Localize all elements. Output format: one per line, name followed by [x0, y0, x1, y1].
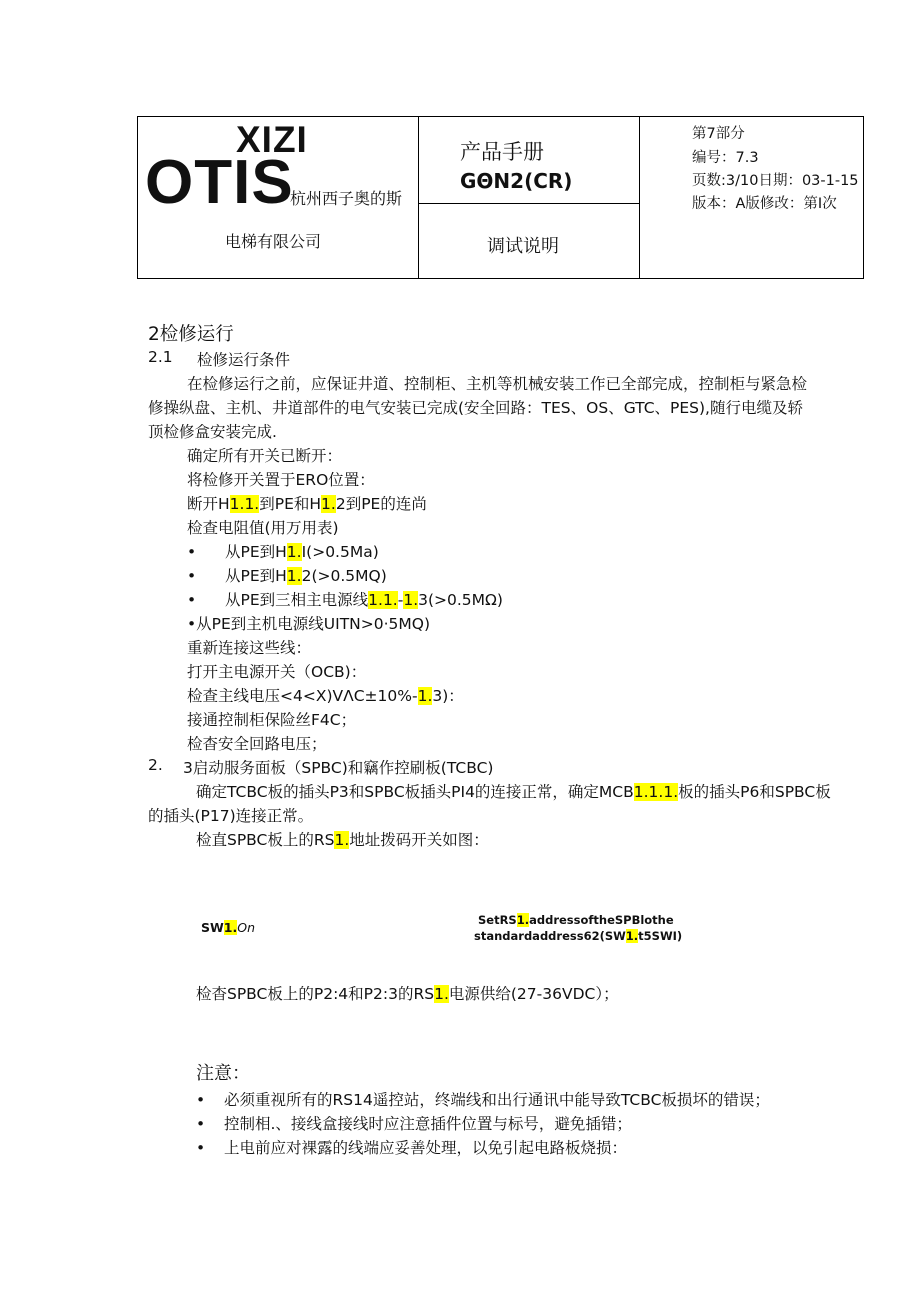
doc-version: 版本：A版修改：第I次 [692, 196, 837, 212]
subsection-number: 2.1 [148, 348, 173, 366]
paragraph-line: 检直SPBC板上的RS1.地址拨码开关如图： [196, 831, 489, 849]
step-line: 断开H1.1.到PE和H1.2到PE的连尚 [187, 495, 427, 513]
paragraph-line: 修操纵盘、主机、井道部件的电气安装已完成(安全回路：TES、OS、GTC、PES),随行电缆及轿 [148, 399, 803, 417]
highlight: 1. [334, 831, 350, 849]
paragraph-line: 的插头(P17)连接正常。 [148, 807, 314, 825]
highlight: 1. [434, 985, 449, 1003]
notes-title: 注意： [196, 1063, 250, 1084]
logo-otis: OTIS [145, 148, 294, 217]
doc-pages-date: 页数:3/10日期：03-1-15 [692, 173, 859, 189]
header-divider [418, 117, 419, 278]
figure-caption-line1: SetRS1.addressoftheSPBlothe [478, 913, 674, 927]
highlight: 1. [286, 543, 302, 561]
highlight: 1.1. [229, 495, 260, 513]
paragraph-line: 顶检修盒安装完成. [148, 423, 277, 441]
step-line: 检查电阻值(用万用表) [187, 519, 339, 537]
bullet-item: •从PE到主机电源线UITN>0·5MQ) [187, 615, 431, 633]
doc-number: 编号：7.3 [692, 150, 759, 166]
company-name-line1: 杭州西子奥的斯 [290, 189, 403, 208]
note-item: • 控制相.、接线盒接线时应注意插件位置与标号，避免插错； [196, 1115, 632, 1133]
bullet-icon: • [187, 567, 197, 585]
highlight: 1. [417, 687, 433, 705]
section-title: 2检修运行 [148, 324, 234, 345]
highlight: 1.1. [368, 591, 398, 609]
note-item: • 上电前应对裸露的线端应妥善处理，以免引起电路板烧损： [196, 1139, 628, 1157]
bullet-item: • 从PE到H1.2(>0.5MQ) [187, 567, 387, 585]
figure-switch-label: SW1.On [201, 920, 256, 935]
highlight: 1. [516, 913, 530, 927]
step-line: 确定所有开关已断开： [187, 447, 343, 465]
doc-title: 调试说明 [487, 236, 559, 257]
logo-xizi: XIZI [236, 119, 308, 160]
paragraph-line: 在检修运行之前，应保证井道、控制柜、主机等机械安装工作已全部完成，控制柜与紧急检 [187, 375, 808, 393]
step-line: 将检修开关置于ERO位置： [187, 471, 375, 489]
bullet-icon: • [196, 1139, 206, 1157]
highlight: 1. [286, 567, 302, 585]
bullet-icon: • [187, 591, 197, 609]
bullet-item: • 从PE到三相主电源线1.1.-1.3(>0.5MΩ) [187, 591, 503, 609]
highlight: 1. [321, 495, 336, 513]
doc-model: GΘN2(CR) [460, 169, 573, 193]
bullet-icon: • [196, 1091, 206, 1109]
highlight: 1.1.1. [633, 783, 679, 801]
note-item: • 必须重视所有的RS14遥控站，终端线和出行通讯中能导致TCBC板损坏的错误； [196, 1091, 770, 1109]
subsection-title: 检修运行条件 [197, 351, 291, 369]
paragraph-line: 检杳SPBC板上的P2:4和P2:3的RS1.电源供给(27-36VDC）； [196, 985, 619, 1003]
step-line: 接通控制柜保险丝F4C； [187, 711, 357, 729]
company-name-line2: 电梯有限公司 [225, 232, 322, 251]
bullet-item: • 从PE到H1.I(>0.5Ma) [187, 543, 379, 561]
paragraph-line: 确定TCBC板的插头P3和SPBC板插头PI4的连接正常，确定MCB1.1.1.板的插头P6和SPBC板 [196, 783, 831, 801]
highlight: 1. [403, 591, 419, 609]
bullet-icon: • [196, 1115, 206, 1133]
step-line: 检查主线电压<4<X)VΛC±10%-1.3)： [187, 687, 464, 705]
step-line: 打开主电源开关（OCB)： [187, 663, 367, 681]
subsection-number: 2. [148, 756, 163, 774]
doc-part: 第7部分 [692, 126, 745, 142]
highlight: 1. [223, 920, 238, 935]
header-divider [418, 203, 639, 204]
subsection-title: 3启动服务面板（SPBC)和竊作控刷板(TCBC) [183, 759, 494, 777]
header-divider [639, 117, 640, 278]
bullet-icon: • [187, 543, 197, 561]
highlight: 1. [625, 929, 639, 943]
step-line: 重新连接这些线： [187, 639, 312, 657]
figure-caption-line2: standardaddress62(SW1.t5SWI) [474, 929, 683, 943]
step-line: 检杳安全回路电压； [187, 735, 327, 753]
doc-type: 产品手册 [460, 140, 544, 164]
